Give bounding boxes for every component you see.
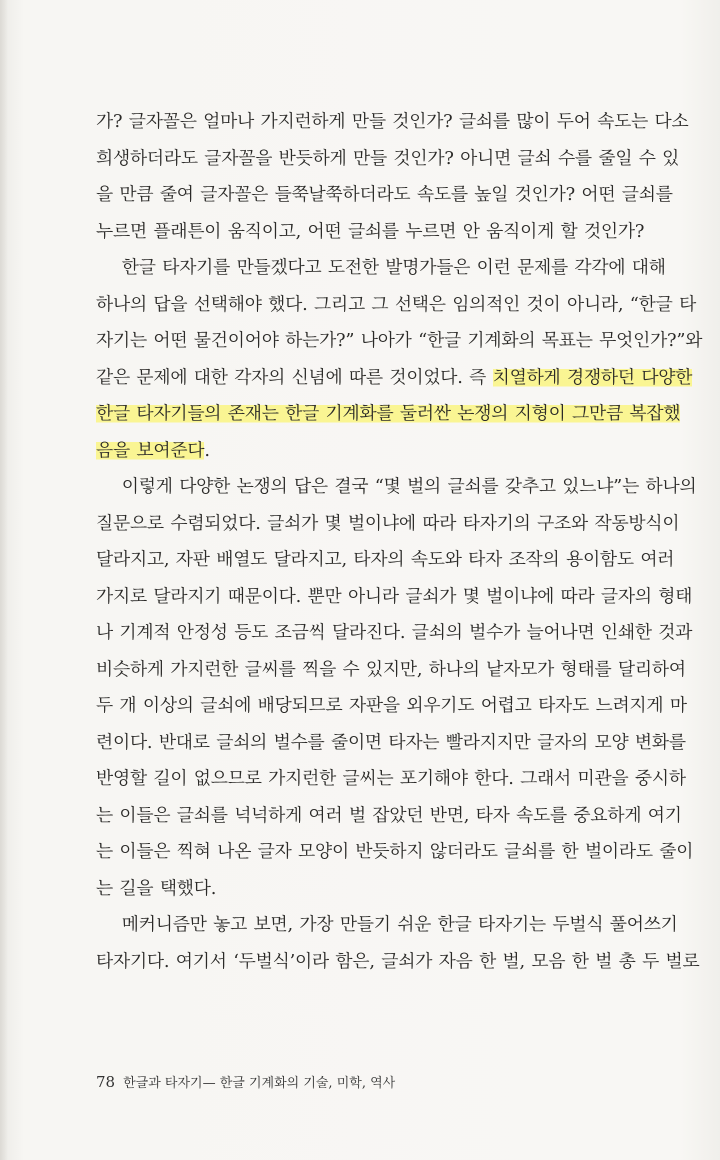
line-text: 타자기다. 여기서 ‘두벌식’이라 함은, 글쇠가 자음 한 벌, 모음 한 벌 총 두 벌로	[96, 950, 700, 972]
text-line	[96, 725, 686, 762]
text-line	[96, 287, 697, 324]
text-line	[96, 944, 700, 981]
text-line	[96, 579, 693, 616]
line-text: 누르면 플래튼이 움직이고, 어떤 글쇠를 누르면 안 움직이게 할 것인가?	[96, 220, 645, 242]
line-text: 하나의 답을 선택해야 했다. 그리고 그 선택은 임의적인 것이 아니라, “한글 타	[96, 293, 697, 315]
line-text: 질문으로 수렴되었다. 글쇠가 몇 벌이냐에 따라 타자기의 구조와 작동방식이	[96, 512, 680, 534]
page-gutter-shadow	[0, 0, 8, 1160]
text-line	[96, 360, 693, 397]
line-text: 을 만큼 줄여 글자꼴은 들쭉날쭉하더라도 속도를 높일 것인가? 어떤 글쇠를	[96, 184, 673, 205]
line-text: 나 기계적 안정성 등도 조금씩 달라진다. 글쇠의 벌수가 늘어나면 인쇄한 것과	[96, 622, 693, 643]
text-line	[96, 469, 697, 506]
page-number: 78	[96, 1073, 116, 1091]
line-text: 메커니즘만 놓고 보면, 가장 만들기 쉬운 한글 타자기는 두벌식 풀어쓰기	[96, 914, 678, 935]
line-text: 가? 글자꼴은 얼마나 가지런하게 만들 것인가? 글쇠를 많이 두어 속도는 다소	[96, 111, 689, 132]
line-text: .	[204, 439, 210, 461]
text-line	[96, 104, 689, 141]
text-line	[96, 761, 686, 798]
text-line	[96, 798, 682, 835]
page-footer	[96, 1072, 395, 1091]
body-text	[96, 104, 703, 980]
text-line	[96, 542, 675, 579]
line-text: 는 이들은 찍혀 나온 글자 모양이 반듯하지 않더라도 글쇠를 한 벌이라도 줄이	[96, 841, 694, 862]
text-line	[96, 652, 686, 689]
line-text: 는 이들은 글쇠를 넉넉하게 여러 벌 잡았던 반면, 타자 속도를 중요하게 여기	[96, 804, 682, 826]
line-text: 련이다. 반대로 글쇠의 벌수를 줄이면 타자는 빨라지지만 글자의 모양 변화를	[96, 731, 686, 753]
line-text: 같은 문제에 대한 각자의 신념에 따른 것이었다. 즉	[96, 366, 493, 388]
text-line	[96, 214, 666, 251]
highlighted-text: 치열하게 경쟁하던 다양한	[492, 366, 693, 388]
text-line	[96, 688, 687, 725]
line-text: 가지로 달라지기 때문이다. 뿐만 아니라 글쇠가 몇 벌이냐에 따라 글자의 형태	[96, 585, 693, 607]
text-line	[96, 433, 666, 470]
running-title: 한글과 타자기— 한글 기계화의 기술, 미학, 역사	[123, 1076, 396, 1091]
text-line	[96, 141, 680, 178]
line-text: 한글 타자기를 만들겠다고 도전한 발명가들은 이런 문제를 각각에 대해	[96, 257, 666, 278]
line-text: 두 개 이상의 글쇠에 배당되므로 자판을 외우기도 어렵고 타자도 느려지게 마	[96, 695, 687, 716]
highlighted-text: 한글 타자기들의 존재는 한글 기계화를 둘러싼 논쟁의 지형이 그만큼 복잡했	[96, 403, 681, 424]
line-text: 비슷하게 가지런한 글씨를 찍을 수 있지만, 하나의 낱자모가 형태를 달리하여	[96, 658, 686, 680]
text-line	[96, 506, 680, 543]
text-line	[96, 907, 678, 944]
line-text: 이렇게 다양한 논쟁의 답은 결국 “몇 벌의 글쇠를 갖추고 있느냐”는 하나의	[96, 476, 697, 497]
line-text: 희생하더라도 글자꼴을 반듯하게 만들 것인가? 아니면 글쇠 수를 줄일 수 있	[96, 147, 680, 169]
highlighted-text: 음을 보여준다	[96, 439, 205, 461]
text-line	[96, 177, 673, 214]
text-line	[96, 834, 694, 871]
text-line	[96, 250, 666, 287]
line-text: 자기는 어떤 물건이어야 하는가?” 나아가 “한글 기계화의 목표는 무엇인가?”와	[96, 330, 703, 351]
line-text: 는 길을 택했다.	[96, 877, 217, 899]
line-text: 반영할 길이 없으므로 가지런한 글씨는 포기해야 한다. 그래서 미관을 중시하	[96, 768, 686, 789]
text-line	[96, 396, 681, 433]
text-line	[96, 323, 703, 360]
text-line	[96, 615, 693, 652]
line-text: 달라지고, 자판 배열도 달라지고, 타자의 속도와 타자 조작의 용이함도 여러	[96, 549, 675, 570]
text-line	[96, 871, 666, 908]
